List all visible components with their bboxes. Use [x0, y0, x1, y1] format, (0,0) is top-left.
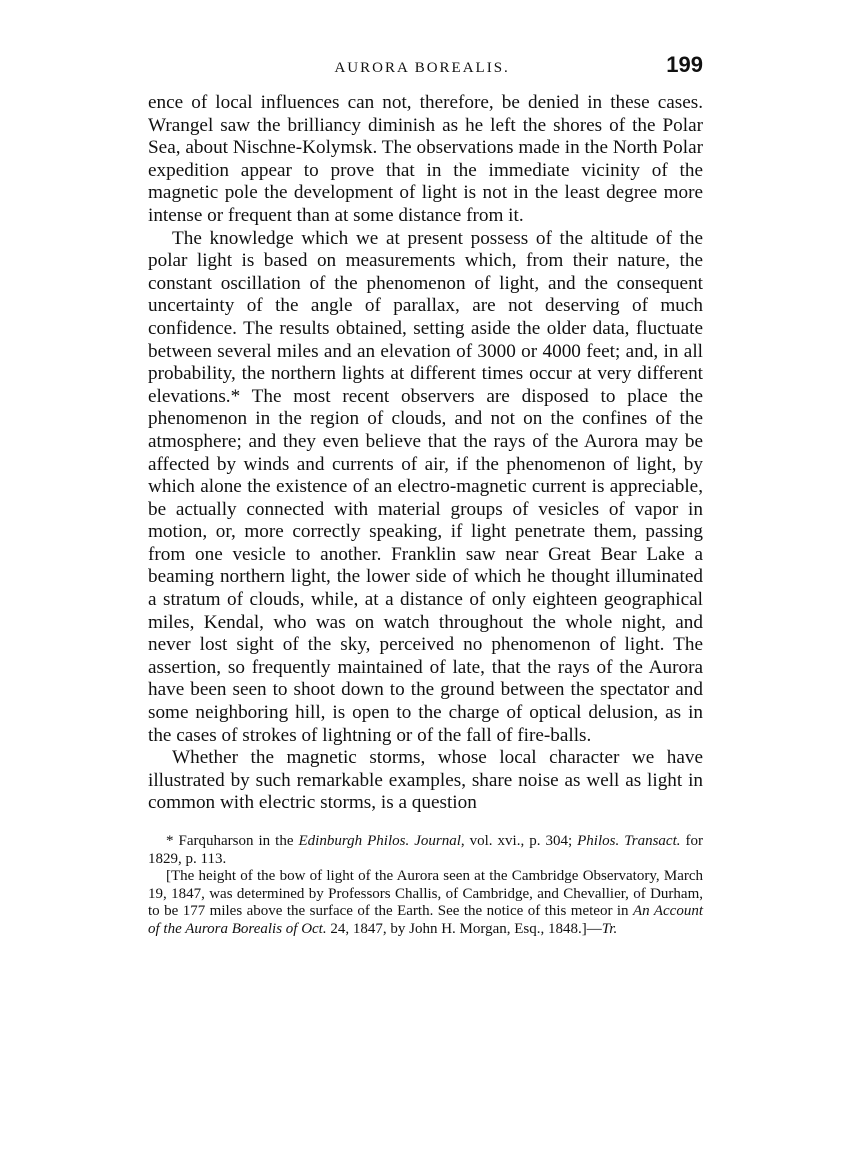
footnote-2-text: [The height of the bow of light of the Aurora seen at the Cambridge Observatory, March 19, 1847, was determined by Professors Challis, of Cambridge, and Chevallier, of Durham, to be 177 miles above the surface of the Earth. See the notice of this meteor in: [148, 868, 703, 919]
footnote-2-text-2: 24, 1847, by John H. Morgan, Esq., 1848.]—: [326, 920, 602, 937]
footnote-2-translator: Tr.: [601, 920, 618, 937]
footnote-2: [148, 868, 703, 938]
page-number: 199: [666, 52, 703, 77]
body-text: [148, 92, 703, 815]
footnote-1-text-3: for 1829, p. 113.: [148, 833, 703, 867]
footnote-2-title: An Account of the Aurora Borealis of Oct.: [148, 903, 703, 937]
footnote-1-journal: Edinburgh Philos. Journal: [298, 833, 461, 849]
paragraph-2: The knowledge which we at present possess of the altitude of the polar light is based on measurements which, from their nature, the constant oscillation of the phenomenon of light, and the consequent uncertainty of the angle of parallax, are not deserving of much confidence. The results obtained, setting aside the older data, fluctuate between several miles and an elevation of 3000 or 4000 feet; and, in all probability, the northern lights at different times occur at very different elevations.* The most recent observers are disposed to place the phenomenon in the region of clouds, and not on the confines of the atmosphere; and they even believe that the rays of the Aurora may be affected by winds and currents of air, if the phenomenon of light, by which alone the existence of an electro-magnetic current is appreciable, be actually connected with material groups of vesicles of vapor in motion, or, more correctly speaking, if light penetrate them, passing from one vesicle to another. Franklin saw near Great Bear Lake a beaming northern light, the lower side of which he thought illuminated a stratum of clouds, while, at a distance of only eighteen geographical miles, Kendal, who was on watch throughout the whole night, and never lost sight of the sky, perceived no phenomenon of light. The assertion, so frequently maintained of late, that the rays of the Aurora have been seen to shoot down to the ground between the spectator and some neighboring hill, is open to the charge of optical delusion, as in the cases of strokes of lightning or of the fall of fire-balls.: [148, 227, 703, 746]
footnote-1: [148, 833, 703, 868]
footnote-1-text: * Farquharson in the: [166, 833, 299, 849]
footnote-1-text-2: , vol. xvi., p. 304;: [460, 833, 578, 849]
running-head: AURORA BOREALIS.: [334, 60, 510, 76]
page-header: [148, 52, 703, 92]
paragraph-1: ence of local influences can not, therefore, be denied in these cases. Wrangel saw the brilliancy diminish as he left the shores of the Polar Sea, about Nischne-Kolymsk. The observations made in the North Polar expedition appear to prove that in the immediate vicinity of the magnetic pole the development of light is not in the least degree more intense or frequent than at some distance from it.: [148, 92, 703, 226]
book-page: [148, 52, 703, 938]
footnote-1-transact: Philos. Transact.: [577, 833, 681, 849]
paragraph-3: Whether the magnetic storms, whose local character we have illustrated by such remarkable examples, share noise as well as light in common with electric storms, is a question: [148, 747, 703, 814]
footnotes: [148, 833, 703, 938]
